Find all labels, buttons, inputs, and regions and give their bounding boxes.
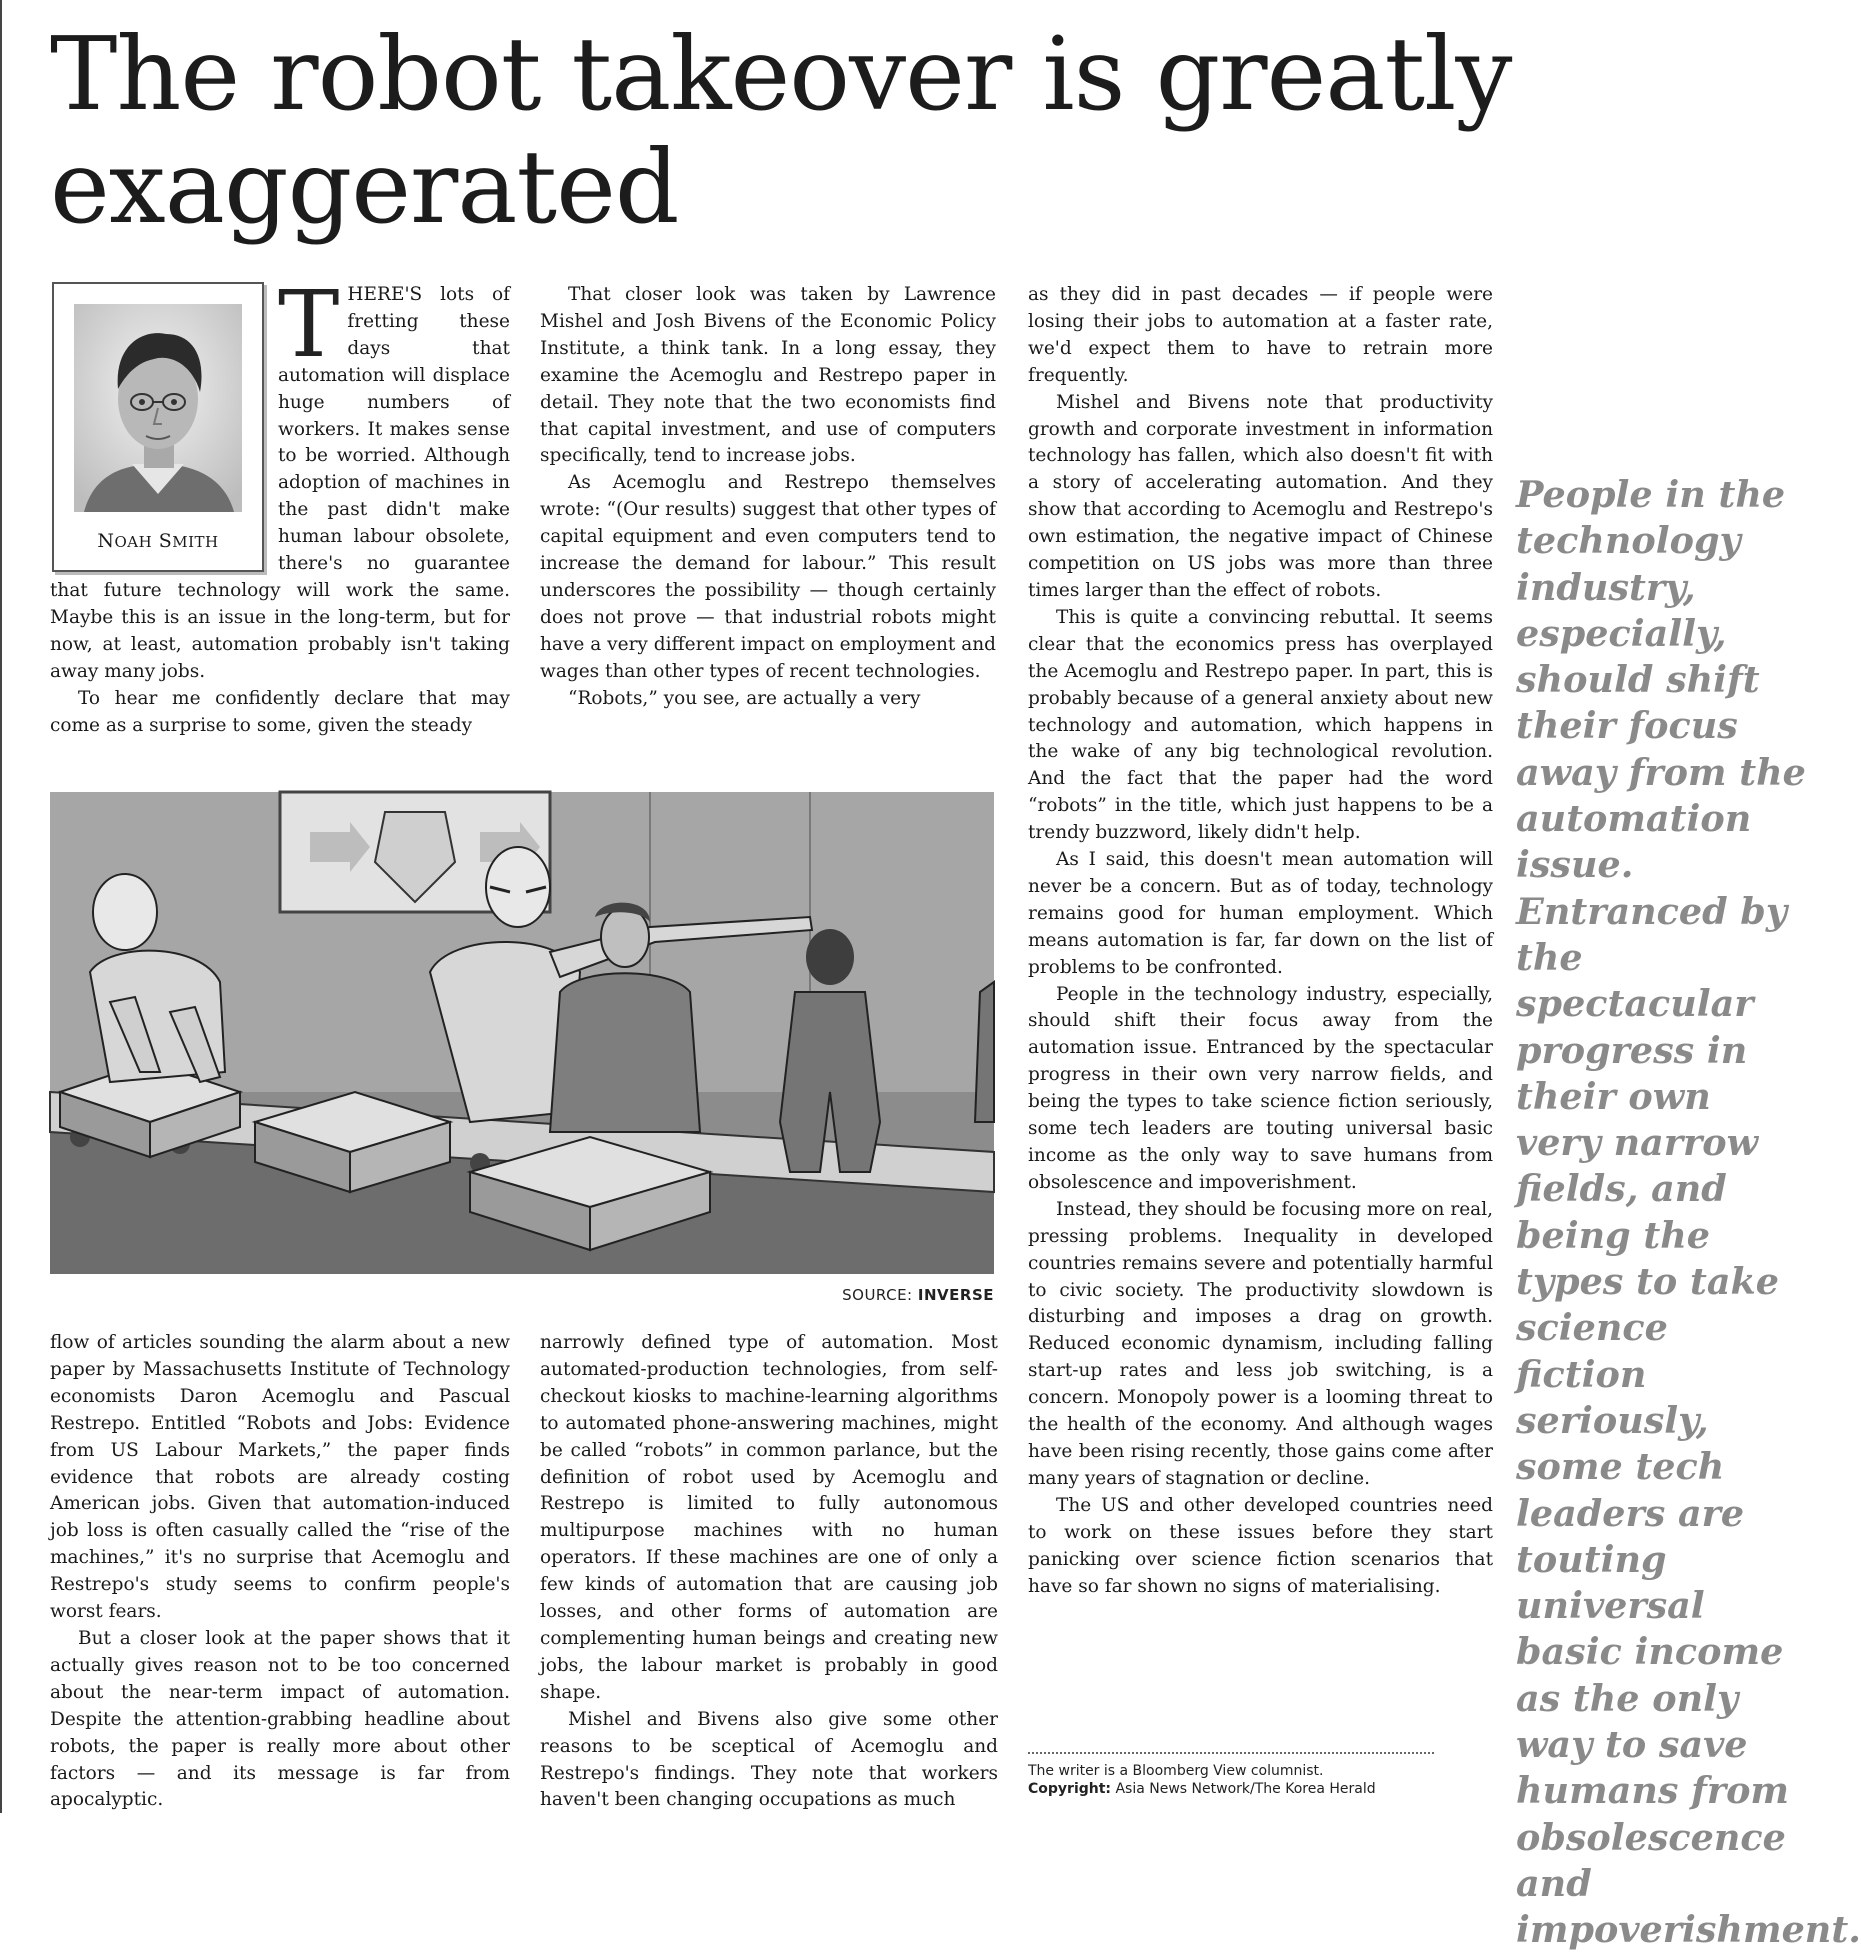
byline-spacer <box>50 282 278 574</box>
writer-note: The writer is a Bloomberg View columnist. <box>1028 1763 1324 1779</box>
byline-name: NOAH SMITH <box>97 530 219 552</box>
paragraph: As I said, this doesn't mean automation will never be a concern. But as of today, technology remains good for human employment. Which means automation is far, far down on the list of problems to be confronted. <box>1028 849 1493 978</box>
column-3 <box>1028 282 1493 1742</box>
lead-paragraph: THERE'S lots of fretting these days that automation will displace huge numbers of workers. It makes sense to be worried. Although adoption of machines in the past didn't make human labour obsolete, there's no guarantee that future technology will work the same. Maybe this is an issue in the long-term, but for now, at least, automation probably isn't taking away many jobs. <box>50 271 510 682</box>
paragraph: flow of articles sounding the alarm about a new paper by Massachusetts Institute of Technology economists Daron Acemoglu and Pascual Restrepo. Entitled “Robots and Jobs: Evidence from US Labour Markets,” the paper finds evidence that robots are already costing American jobs. Given that automation-induced job loss is often casually called the “rise of the machines,” it's no surprise that Acemoglu and Restrepo's study seems to confirm people's worst fears. <box>50 1332 510 1623</box>
paragraph: narrowly defined type of automation. Most automated-production technologies, from self-checkout kiosks to machine-learning algorithms to automated phone-answering machines, might be called “robots” in common parlance, but the definition of robot used by Acemoglu and Restrepo is limited to fully autonomous multipurpose machines with no human operators. If these machines are one of only a few kinds of automation that are causing job losses, and other forms of automation are complementing human beings and creating new jobs, the labour market is probably in good shape. <box>540 1332 998 1703</box>
paragraph: To hear me confidently declare that may come as a surprise to some, given the steady <box>50 687 510 736</box>
paragraph: But a closer look at the paper shows that it actually gives reason not to be too concerned about the near-term impact of automation. Despite the attention-grabbing headline about robots, the paper is really more about other factors — and its message is far from apocalyptic. <box>50 1627 510 1811</box>
paragraph: That closer look was taken by Lawrence Mishel and Josh Bivens of the Economic Policy Institute, a think tank. In a long essay, they examine the Acemoglu and Restrepo paper in detail. They note that the two economists find that capital investment, and use of computers specifically, tend to increase jobs. <box>540 284 996 467</box>
paragraph: Instead, they should be focusing more on real, pressing problems. Inequality in developed countries remains severe and potentially harmful to civic society. The productivity slowdown is disturbing and imposes a drag on growth. Reduced economic dynamism, including falling start-up rates and less job switching, is a concern. Monopoly power is a looming threat to the health of the economy. And although wages have been rising recently, those gains come after many years of stagnation or decline. <box>1028 1198 1493 1489</box>
paragraph: Mishel and Bivens also give some other reasons to be sceptical of Acemoglu and Restrepo's findings. They note that workers haven't been changing occupations as much <box>540 1708 998 1811</box>
paragraph: People in the technology industry, especially, should shift their focus away from the automation issue. Entranced by the spectacular progress in their own very narrow fields, and being the types to take science fiction seriously, some tech leaders are touting universal basic income as the only way to save humans from obsolescence and impoverishment. <box>1028 983 1493 1193</box>
pull-quote: People in the technology industry, especially, should shift their focus away from the automation issue. Entranced by the spectacular progress in their own very narrow fields, and being the types to take science fiction seriously, some tech leaders are touting universal basic income as the only way to save humans from obsolescence and impoverishment. <box>1516 473 1861 1952</box>
headline: The robot takeover is greatly exaggerated <box>50 15 1512 246</box>
image-source-credit: SOURCE: INVERSE <box>842 1286 994 1304</box>
footer-divider <box>1028 1752 1434 1754</box>
paragraph: As Acemoglu and Restrepo themselves wrote: “(Our results) suggest that other types of capital equipment and even computers tend to increase the demand for labour.” This result underscores the possibility — though certainly does not prove — that industrial robots might have a very different impact on employment and wages than other types of recent technologies. <box>540 472 996 682</box>
column-2-top <box>540 282 996 768</box>
drop-cap: T <box>278 271 340 378</box>
column-1-top <box>50 271 510 762</box>
paragraph: This is quite a convincing rebuttal. It seems clear that the economics press has overplayed the Acemoglu and Restrepo paper. In part, this is probably because of a general anxiety about new technology and automation, which happens in the wake of any big technological revolution. And the fact that the paper had the word “robots” in the title, which just happens to be a trendy buzzword, likely didn't help. <box>1028 606 1493 844</box>
column-1-bottom <box>50 1330 510 1813</box>
robot-illustration <box>50 792 994 1274</box>
column-2-bottom <box>540 1330 998 1813</box>
copyright-line: Copyright: Asia News Network/The Korea Herald <box>1028 1781 1376 1797</box>
paragraph: “Robots,” you see, are actually a very <box>568 687 921 709</box>
article-footer <box>1028 1762 1478 1798</box>
page-left-rule <box>0 0 2 1813</box>
paragraph: as they did in past decades — if people were losing their jobs to automation at a faster rate, we'd expect them to have to retrain more frequently. <box>1028 284 1493 386</box>
paragraph: Mishel and Bivens note that productivity growth and corporate investment in information technology has fallen, which also doesn't fit with a story of accelerating automation. And they show that according to Acemoglu and Restrepo's own estimation, the negative impact of Chinese competition on US jobs was more than three times larger than the effect of robots. <box>1028 391 1493 601</box>
paragraph: The US and other developed countries need to work on these issues before they start panicking over science fiction scenarios that have so far shown no signs of materialising. <box>1028 1494 1493 1597</box>
